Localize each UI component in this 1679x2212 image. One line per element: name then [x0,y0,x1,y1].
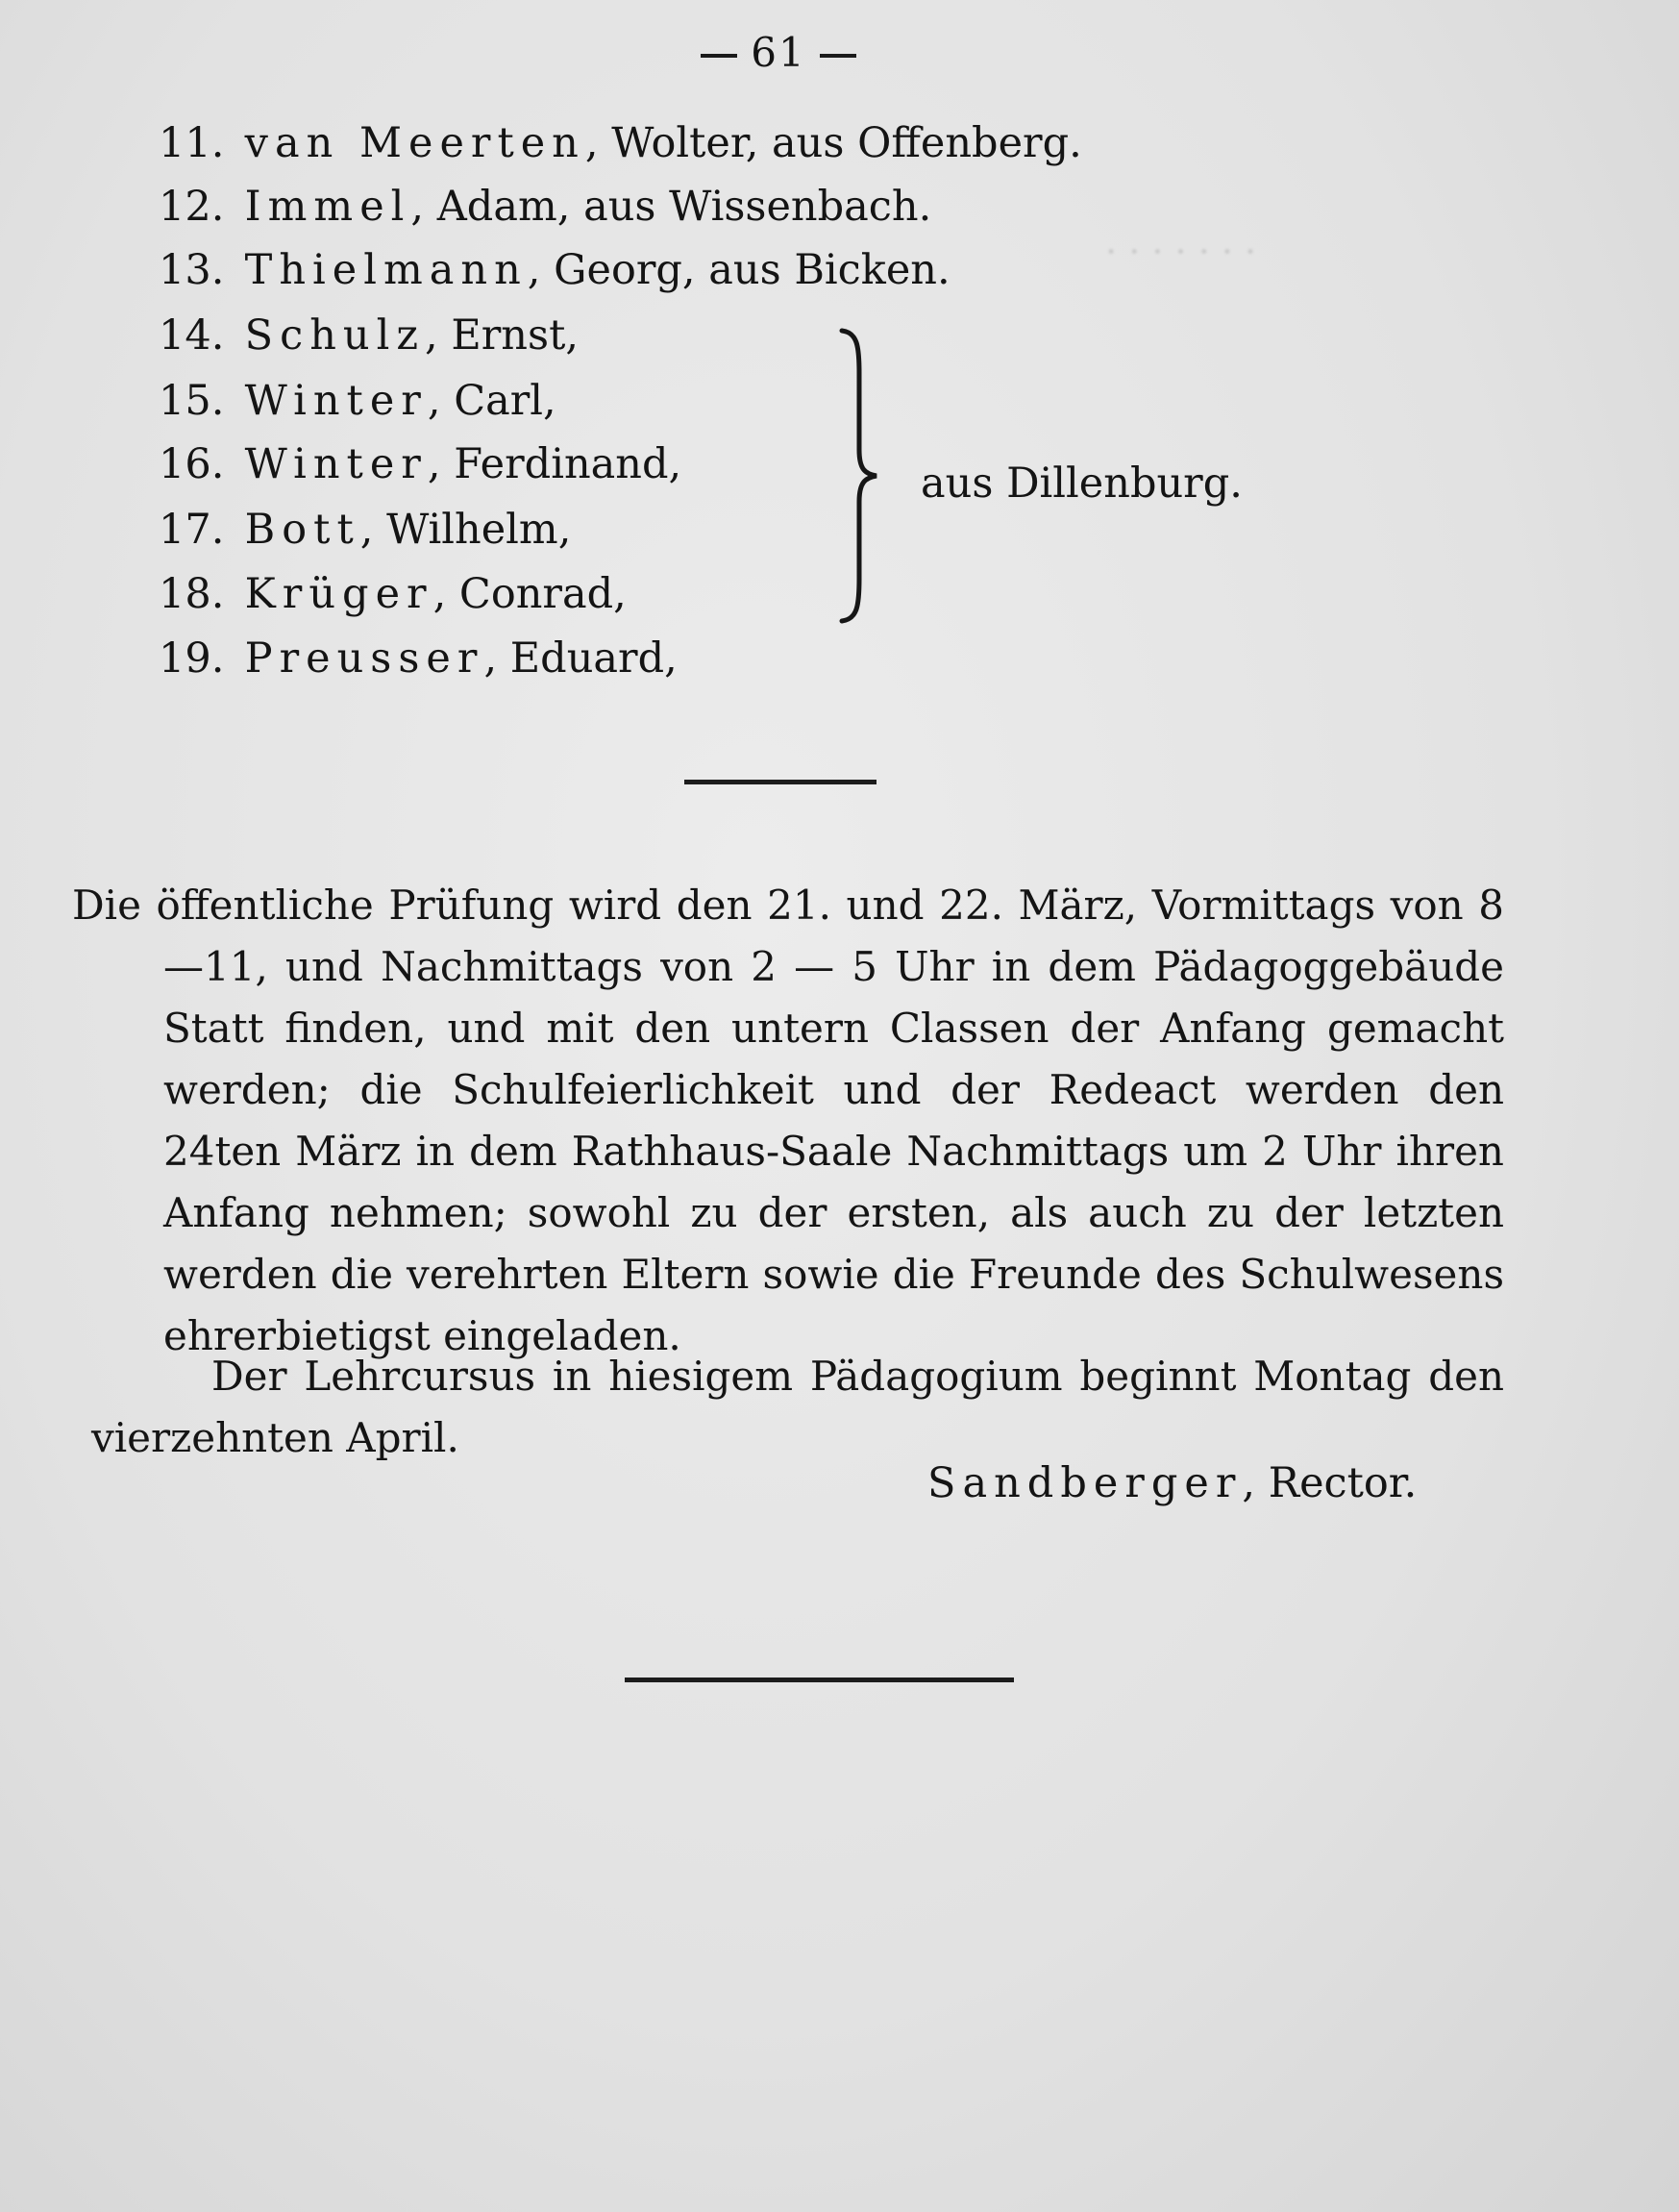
list-number: 14. [159,311,225,360]
list-surname: Winter [244,377,428,425]
list-surname: Krüger [244,570,433,618]
bleed-through-text: · · · · · · · [1105,231,1257,273]
exam-announcement [72,875,1504,1367]
list-given-name: Ferdinand [454,440,669,488]
page-number: 61 [751,29,806,76]
list-number: 11. [159,119,225,167]
list-item: 11. van Meerten, Wolter, aus Offenberg. [159,119,1082,167]
list-item: 18. Krüger, Conrad, [159,570,627,618]
signature-name: Sandberger [927,1459,1243,1507]
list-item: 13. Thielmann, Georg, aus Bicken. [159,246,951,294]
list-given-name: Eduard [509,634,665,683]
course-paragraph: Der Lehrcursus in hiesigem Pädagogium beginnt Montag den vierzehnten April. [91,1353,1504,1461]
list-given-name: Wilhelm [386,506,558,554]
course-announcement [91,1346,1504,1469]
group-origin: aus Dillenburg. [921,460,1243,508]
list-surname: van Meerten [244,119,585,167]
list-surname: Winter [244,440,428,488]
list-number: 16. [159,440,225,488]
list-surname: Immel [244,183,411,231]
list-item: 16. Winter, Ferdinand, [159,440,682,488]
list-number: 12. [159,183,225,231]
list-item: 17. Bott, Wilhelm, [159,506,572,554]
list-number: 18. [159,570,225,618]
list-item: 12. Immel, Adam, aus Wissenbach. [159,183,932,231]
divider-rule [684,780,877,784]
list-given-name: Conrad [458,570,614,618]
list-item: 15. Winter, Carl, [159,377,556,425]
list-given-name: Georg [554,246,682,294]
exam-paragraph: Die öffentliche Prüfung wird den 21. und 22. März, Vormittags von 8—11, und Nachmittags von 2 — 5 Uhr in dem Pädagoggebäude Statt finden, und mit den untern Classen der Anfang gemacht werden; die Schulfeierlichkeit und der Redeact werden den 24ten März in dem Rathhaus-Saale Nachmittags um 2 Uhr ihren Anfang nehmen; sowohl zu der ersten, als auch zu der letzten werden die verehrten Eltern sowie die Freunde des Schulwesens ehrerbietigst eingeladen. [72,882,1504,1359]
list-surname: Preusser [244,634,484,683]
list-surname: Schulz [244,311,426,360]
list-given-name: Ernst [451,311,566,360]
list-surname: Bott [244,506,360,554]
dash-left [701,54,737,58]
list-number: 17. [159,506,225,554]
list-given-name: Wolter [611,119,746,167]
list-origin: aus Offenberg. [772,119,1082,167]
dash-right [820,54,856,58]
page-number-header [663,29,894,76]
list-given-name: Carl [454,377,544,425]
list-origin: aus Bicken. [708,246,951,294]
list-item: 19. Preusser, Eduard, [159,634,678,683]
curly-brace-icon [836,327,884,625]
signature-title: Rector. [1268,1459,1418,1507]
list-origin: aus Wissenbach. [583,183,932,231]
list-given-name: Adam [436,183,557,231]
signature: Sandberger, Rector. [927,1459,1418,1507]
end-rule [625,1678,1014,1682]
list-surname: Thielmann [244,246,528,294]
list-number: 13. [159,246,225,294]
list-item: 14. Schulz, Ernst, [159,311,580,360]
list-number: 15. [159,377,225,425]
list-number: 19. [159,634,225,683]
